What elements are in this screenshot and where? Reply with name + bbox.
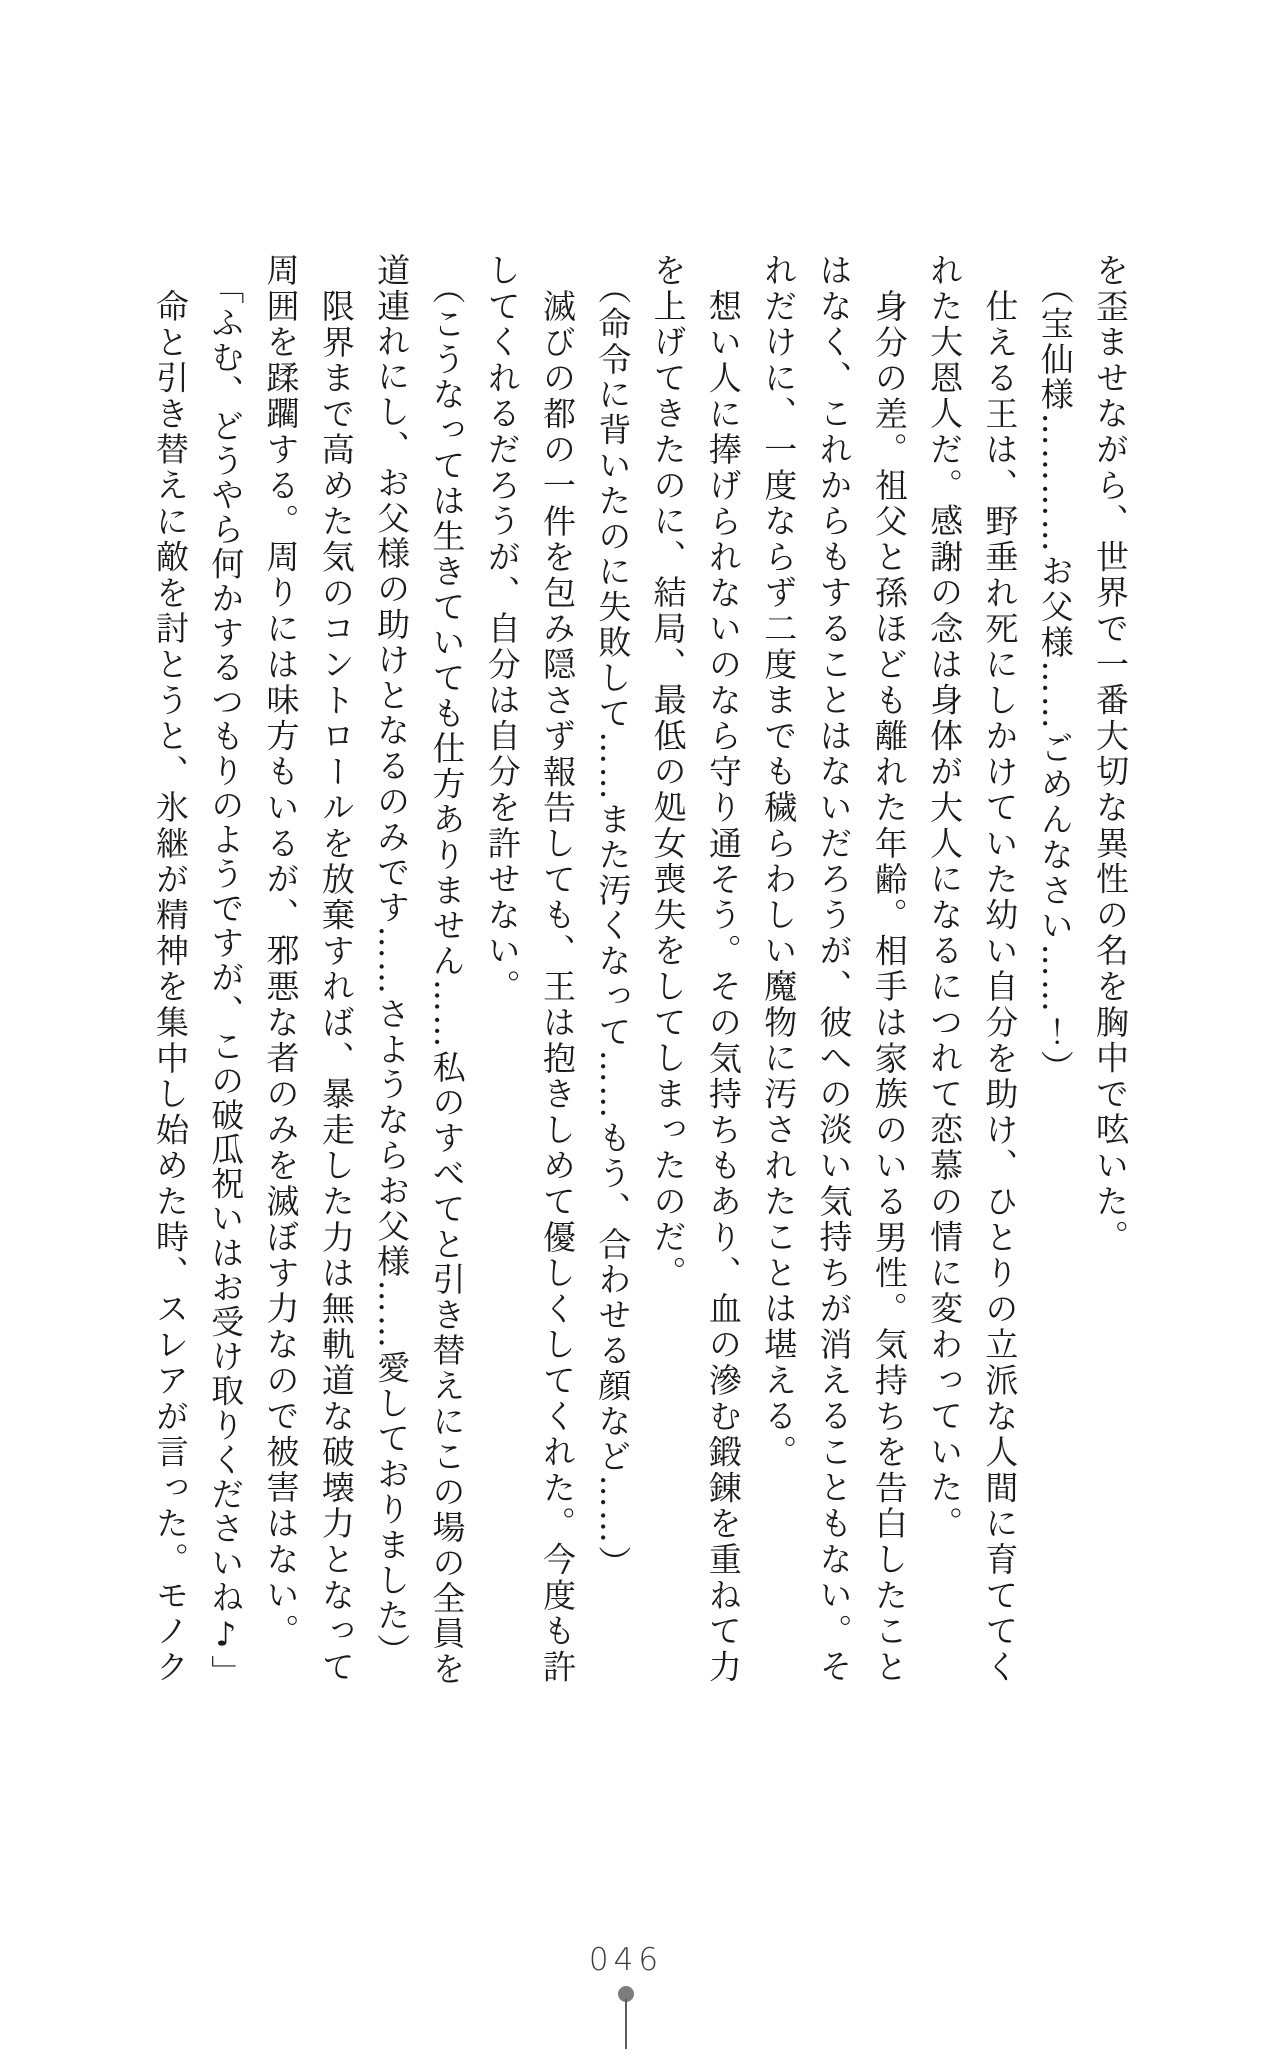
novel-paragraph: （こうなっては生きていても仕方ありません……私のすべてと引き替えにこの場の全員を道連れにし、お父様の助けとなるのみです……さようならお父様……愛しておりました） [372, 253, 467, 1687]
novel-paragraph: （宝仙様…………お父様……ごめんなさい……！） [1035, 271, 1075, 1086]
page-footer [0, 1942, 1252, 2066]
novel-paragraph: を歪ませながら、世界で一番大切な異性の名を胸中で呟いた。 [1091, 253, 1130, 1256]
page-number: 046 [588, 1942, 664, 1978]
novel-paragraph: 仕える王は、野垂れ死にしかけていた幼い自分を助け、ひとりの立派な人間に育ててくれた大恩人だ。感謝の念は身体が大人になるにつれて恋慕の情に変わっていた。 [925, 253, 1020, 1686]
novel-paragraph: 「ふむ、どうやら何かするつもりのようですが、この破瓜祝いはお受け取りくださいね♪」 [206, 271, 246, 1690]
novel-paragraph: 滅びの都の一件を包み隠さず報告しても、王は抱きしめて優しくしてくれた。今度も許してくれるだろうが、自分は自分を許せない。 [482, 253, 578, 1686]
novel-paragraph: （命令に背いたのに失敗して……また汚くなって……もう、合わせる顔など……） [593, 271, 633, 1581]
novel-paragraph: 身分の差。祖父と孫ほども離れた年齢。相手は家族のいる男性。気持ちを告白したことはなく、これからもすることはないだろうが、彼への淡い気持ちが消えることもない。それだけに、一度ならず二度までも穢らわしい魔物に汚されたことは堪える。 [759, 253, 909, 1686]
vertical-text-block [143, 253, 1138, 1689]
novel-paragraph: 想い人に捧げられないのなら守り通そう。その気持ちもあり、血の滲む鍛錬を重ねて力を上げてきたのに、結局、最低の処女喪失をしてしまったのだ。 [648, 253, 743, 1686]
novel-paragraph: 限界まで高めた気のコントロールを放棄すれば、暴走した力は無軌道な破壊力となって周囲を蹂躙する。周りには味方もいるが、邪悪な者のみを滅ぼす力なので被害はない。 [261, 253, 356, 1686]
novel-paragraph: 命と引き替えに敵を討とうと、氷継が精神を集中し始めた時、スレアが言った。モノク [150, 289, 190, 1686]
footer-ornament-line [625, 1999, 627, 2049]
